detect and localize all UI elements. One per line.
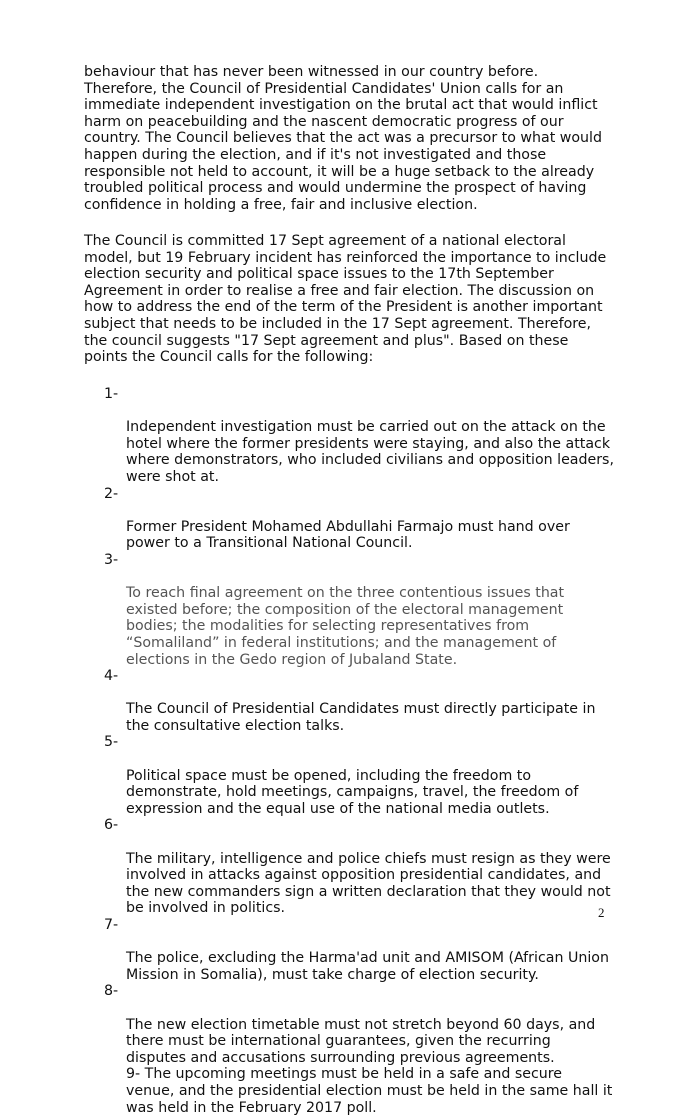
list-item-text: To reach final agreement on the three contentious issues that existed before; the composition of the electoral management bodies; the modalities for selecting representatives from “Somaliland” in federal institutions; and the management of elections in the Gedo region of Jubaland State. — [126, 585, 565, 668]
list-item-number: 4- — [104, 668, 119, 685]
list-item — [104, 917, 619, 983]
paragraph-investigation-call: behaviour that has never been witnessed in our country before. Therefore, the Council of Presidential Candidates' Union calls for an immediate independent investigation on the brutal act that would inflict harm on peacebuilding and the nascent democratic progress of our country. The Council believes that the act was a precursor to what would happen during the election, and if it's not investigated and those responsible not held to account, it will be a huge setback to the already troubled political process and would undermine the prospect of having confidence in holding a free, fair and inclusive election. — [84, 64, 603, 213]
list-item-number: 1- — [104, 386, 119, 402]
list-item — [104, 552, 619, 668]
demands-list — [104, 386, 619, 1116]
list-item — [104, 386, 619, 486]
list-item-number: 2- — [104, 485, 119, 502]
list-item-text: The military, intelligence and police chiefs must resign as they were involved in attacks against opposition presidential candidates, and the new commanders sign a written declaration that they would not be involved in politics. — [126, 850, 611, 917]
list-item — [104, 486, 619, 552]
page-number: 2 — [598, 905, 605, 920]
list-item-text: The Council of Presidential Candidates must directly participate in the consultative election talks. — [126, 701, 596, 734]
list-item-number: 8- — [104, 983, 119, 1000]
list-item — [104, 817, 619, 917]
list-item-number: 6- — [104, 817, 119, 834]
list-item-text: Independent investigation must be carried out on the attack on the hotel where the former presidents were staying, and also the attack where demonstrators, who included civilians and opposition leaders, were shot at. — [126, 419, 614, 485]
list-item-number: 3- — [104, 551, 119, 568]
list-item-number: 7- — [104, 917, 119, 933]
list-item — [104, 734, 619, 817]
list-item-text: Former President Mohamed Abdullahi Farmajo must hand over power to a Transitional National Council. — [126, 518, 570, 552]
list-item-text: The new election timetable must not stretch beyond 60 days, and there must be international guarantees, given the recurring disputes and accusations surrounding previous agreements. 9- The upcoming meetings must be held in a safe and secure venue, and the presidential election must be held in the same hall it was held in the February 2017 poll. — [126, 1016, 613, 1116]
list-item-text: Political space must be opened, including the freedom to demonstrate, hold meetings, campaigns, travel, the freedom of expression and the equal use of the national media outlets. — [126, 767, 579, 817]
list-item — [104, 983, 619, 1116]
list-item-number: 5- — [104, 734, 119, 751]
list-item-text: The police, excluding the Harma'ad unit and AMISOM (African Union Mission in Somalia), must take charge of election security. — [126, 950, 609, 983]
list-item — [104, 668, 619, 734]
paragraph-council-commitment: The Council is committed 17 Sept agreement of a national electoral model, but 19 February incident has reinforced the importance to include election security and political space issues to the 17th September Agreement in order to realise a free and fair election. The discussion on how to address the end of the term of the President is another important subject that needs to be included in the 17 Sept agreement. Therefore, the council suggests "17 Sept agreement and plus". Based on these points the Council calls for the following: — [84, 233, 607, 366]
